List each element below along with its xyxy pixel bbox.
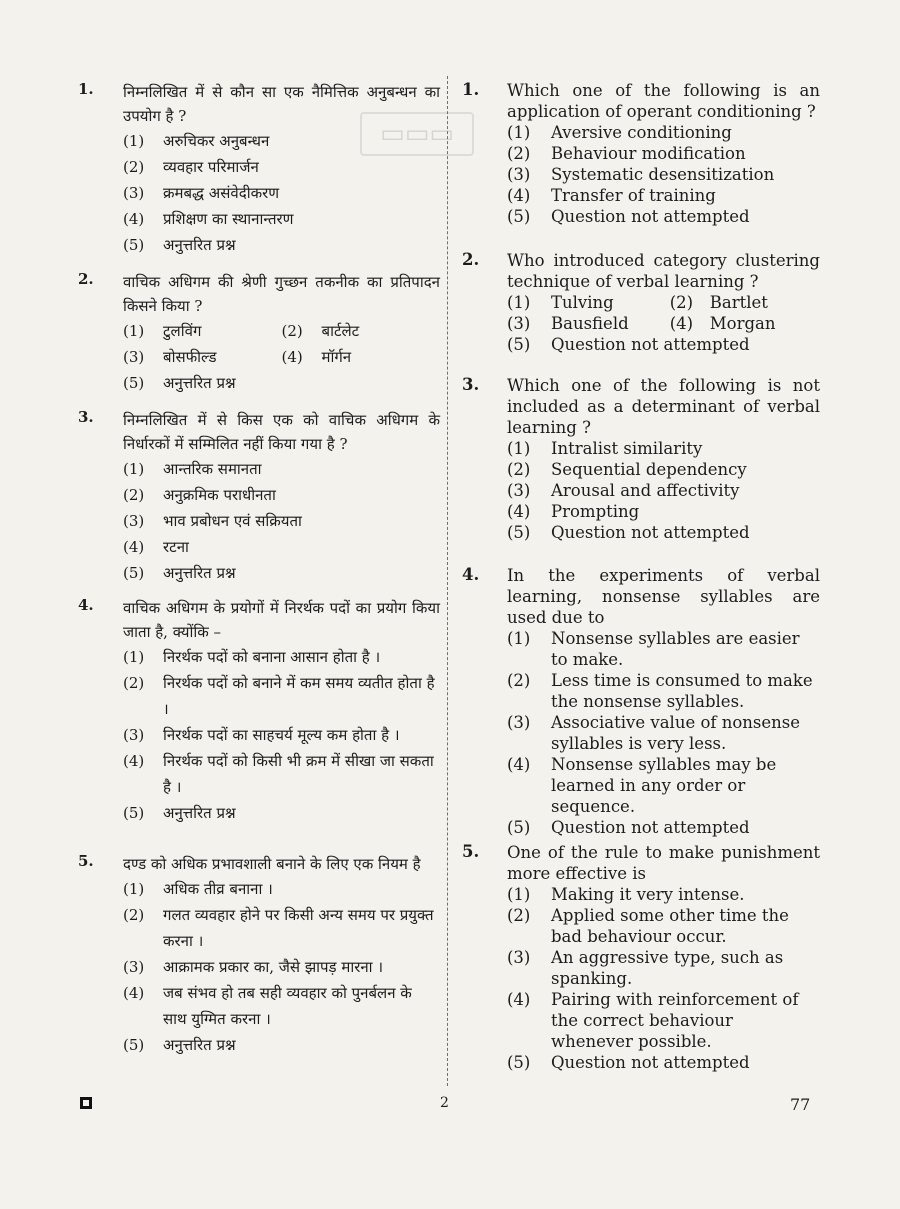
question-block <box>462 250 820 355</box>
option-text: Question not attempted <box>551 1053 750 1072</box>
option <box>507 206 820 227</box>
option-text: Prompting <box>551 502 640 521</box>
option-text: निरर्थक पदों को बनाना आसान होता है । <box>163 648 381 666</box>
option-number: (3) <box>123 512 145 530</box>
option-text: Sequential dependency <box>551 460 747 479</box>
option-text: बार्टलेट <box>321 322 360 340</box>
option-text: Applied some other time the bad behaviour occur. <box>551 906 789 946</box>
question-number: 1. <box>462 80 480 99</box>
option-text: Arousal and affectivity <box>551 481 740 500</box>
option <box>123 644 440 670</box>
question-text: निम्नलिखित में से कौन सा एक नैमित्तिक अनुबन्धन का उपयोग है ? <box>123 83 440 125</box>
option <box>670 292 820 313</box>
option-text: अनुत्तरित प्रश्न <box>163 804 236 822</box>
option <box>123 508 440 534</box>
option-number: (2) <box>281 322 303 340</box>
page-number-right: 77 <box>790 1095 811 1114</box>
option <box>282 344 441 370</box>
question-text: निम्नलिखित में से किस एक को वाचिक अधिगम के निर्धारकों में सम्मिलित नहीं किया गया है ? <box>123 411 440 453</box>
option-text: निरर्थक पदों का साहचर्य मूल्य कम होता है । <box>163 726 400 744</box>
options-list <box>123 644 440 826</box>
option <box>507 905 820 947</box>
option-number: (3) <box>507 314 531 333</box>
option-number: (5) <box>123 236 145 254</box>
option <box>123 456 440 482</box>
option-number: (5) <box>123 564 145 582</box>
option-number: (3) <box>123 958 145 976</box>
option-text: Pairing with reinforcement of the correct behaviour whenever possible. <box>551 990 799 1051</box>
option-text: Intralist similarity <box>551 439 703 458</box>
option-number: (5) <box>507 818 531 837</box>
option-number: (4) <box>123 210 145 228</box>
question-number: 4. <box>462 565 480 584</box>
option-number: (5) <box>123 804 145 822</box>
option <box>123 344 282 370</box>
faded-stamp-watermark: ▭▭▭ <box>360 112 474 156</box>
page-number-left: 2 <box>440 1095 449 1111</box>
option <box>123 482 440 508</box>
option <box>123 370 440 396</box>
option <box>123 180 440 206</box>
option-text: भाव प्रबोधन एवं सक्रियता <box>163 512 302 530</box>
option-text: रटना <box>163 538 189 556</box>
option <box>507 501 820 522</box>
option-row <box>123 318 440 344</box>
option-text: अनुत्तरित प्रश्न <box>163 374 236 392</box>
option <box>123 154 440 180</box>
option <box>507 143 820 164</box>
option <box>123 980 440 1032</box>
options-list <box>507 122 820 227</box>
option-text: Nonsense syllables are easier to make. <box>551 629 800 669</box>
option-text: Transfer of training <box>551 186 716 205</box>
option-text: निरर्थक पदों को किसी भी क्रम में सीखा जा सकता है । <box>163 752 434 796</box>
option-number: (5) <box>507 207 531 226</box>
question-block <box>78 852 440 1058</box>
option <box>123 318 282 344</box>
option-text: अरुचिकर अनुबन्धन <box>163 132 270 150</box>
option-number: (4) <box>507 186 531 205</box>
option <box>123 534 440 560</box>
option-text: अनुत्तरित प्रश्न <box>163 1036 236 1054</box>
option <box>507 712 820 754</box>
option-number: (2) <box>507 144 531 163</box>
question-text: दण्ड को अधिक प्रभावशाली बनाने के लिए एक नियम है <box>123 855 421 873</box>
option <box>123 748 440 800</box>
option <box>507 459 820 480</box>
option-row <box>507 313 820 334</box>
option-number: (2) <box>507 906 531 925</box>
option-number: (3) <box>507 713 531 732</box>
question-number: 2. <box>78 270 94 288</box>
question-number: 5. <box>78 852 94 870</box>
option <box>123 206 440 232</box>
option-number: (4) <box>123 984 145 1002</box>
option-text: Question not attempted <box>551 335 750 354</box>
question-number: 3. <box>78 408 94 426</box>
option-text: अनुक्रमिक पराधीनता <box>163 486 276 504</box>
option <box>282 318 441 344</box>
question-block <box>78 596 440 826</box>
option-text: Systematic desensitization <box>551 165 775 184</box>
option <box>507 185 820 206</box>
option <box>123 954 440 980</box>
column-divider <box>447 76 448 1086</box>
option <box>507 334 820 355</box>
option-number: (5) <box>123 1036 145 1054</box>
option-number: (2) <box>507 671 531 690</box>
option-text: व्यवहार परिमार्जन <box>163 158 259 176</box>
option-text: Bartlet <box>709 293 768 312</box>
option <box>123 128 440 154</box>
option-text: Question not attempted <box>551 818 750 837</box>
option <box>507 628 820 670</box>
option <box>507 884 820 905</box>
option-text: Associative value of nonsense syllables is very less. <box>551 713 801 753</box>
option-number: (1) <box>123 880 145 898</box>
option-number: (2) <box>123 486 145 504</box>
option <box>123 722 440 748</box>
option-text: Making it very intense. <box>551 885 745 904</box>
option <box>123 800 440 826</box>
options-list <box>123 876 440 1058</box>
option <box>507 438 820 459</box>
option-text: निरर्थक पदों को बनाने में कम समय व्यतीत होता है । <box>163 674 435 718</box>
option-text: An aggressive type, such as spanking. <box>551 948 784 988</box>
option <box>507 1052 820 1073</box>
options-list <box>123 128 440 258</box>
option-number: (5) <box>507 1053 531 1072</box>
question-text: वाचिक अधिगम की श्रेणी गुच्छन तकनीक का प्रतिपादन किसने किया ? <box>123 273 440 315</box>
option-number: (5) <box>507 523 531 542</box>
option <box>507 817 820 838</box>
option-number: (3) <box>507 165 531 184</box>
question-text: वाचिक अधिगम के प्रयोगों में निरर्थक पदों का प्रयोग किया जाता है, क्योंकि – <box>123 599 440 641</box>
question-number: 3. <box>462 375 480 394</box>
option <box>123 232 440 258</box>
option-number: (1) <box>123 132 145 150</box>
option-number: (1) <box>123 648 145 666</box>
option-number: (2) <box>123 158 145 176</box>
option-text: आन्तरिक समानता <box>163 460 262 478</box>
option <box>507 122 820 143</box>
option-number: (2) <box>669 293 694 312</box>
option <box>670 313 820 334</box>
question-block <box>462 375 820 543</box>
option <box>507 164 820 185</box>
option-text: क्रमबद्ध असंवेदीकरण <box>163 184 280 202</box>
option-number: (1) <box>507 629 531 648</box>
option-text: अनुत्तरित प्रश्न <box>163 236 236 254</box>
option-number: (1) <box>507 885 531 904</box>
option-number: (4) <box>281 348 303 366</box>
question-number: 2. <box>462 250 480 269</box>
options-list <box>123 456 440 586</box>
option <box>123 902 440 954</box>
option-text: मॉर्गन <box>321 348 352 366</box>
option <box>123 876 440 902</box>
option-number: (5) <box>507 335 531 354</box>
option-text: Question not attempted <box>551 207 750 226</box>
option <box>507 292 670 313</box>
option-number: (4) <box>507 755 531 774</box>
option-text: Behaviour modification <box>551 144 746 163</box>
option <box>507 989 820 1052</box>
option-number: (3) <box>507 481 531 500</box>
option-row <box>123 344 440 370</box>
option-number: (4) <box>669 314 694 333</box>
option <box>123 1032 440 1058</box>
question-number: 5. <box>462 842 480 861</box>
option-number: (3) <box>123 184 145 202</box>
option <box>123 670 440 722</box>
option-number: (1) <box>507 123 531 142</box>
option <box>507 480 820 501</box>
option-text: टुलविंग <box>163 322 202 340</box>
option-text: जब संभव हो तब सही व्यवहार को पुनर्बलन के साथ युग्मित करना । <box>163 984 412 1028</box>
option-text: Nonsense syllables may be learned in any order or sequence. <box>551 755 777 816</box>
option-number: (2) <box>123 674 145 692</box>
option-number: (1) <box>123 460 145 478</box>
option-number: (4) <box>123 752 145 770</box>
option <box>123 560 440 586</box>
option-number: (1) <box>507 293 531 312</box>
option-number: (3) <box>507 948 531 967</box>
question-block <box>78 270 440 396</box>
question-block <box>78 408 440 586</box>
option-text: अनुत्तरित प्रश्न <box>163 564 236 582</box>
option-text: गलत व्यवहार होने पर किसी अन्य समय पर प्रयुक्त करना । <box>163 906 434 950</box>
option-text: अधिक तीव्र बनाना । <box>163 880 273 898</box>
question-text: In the experiments of verbal learning, nonsense syllables are used due to <box>507 566 820 627</box>
option-number: (1) <box>123 322 145 340</box>
option <box>507 754 820 817</box>
option-text: बोसफील्ड <box>163 348 217 366</box>
question-block <box>462 842 820 1073</box>
question-block <box>462 565 820 838</box>
option-text: Tulving <box>551 293 614 312</box>
option <box>507 313 670 334</box>
option <box>507 670 820 712</box>
option-text: प्रशिक्षण का स्थानान्तरण <box>163 210 294 228</box>
option-number: (3) <box>123 348 145 366</box>
options-list <box>507 438 820 543</box>
option <box>507 947 820 989</box>
option-text: Bausfield <box>551 314 629 333</box>
option-text: Morgan <box>709 314 776 333</box>
question-text: Who introduced category clustering technique of verbal learning ? <box>507 251 820 291</box>
question-block <box>462 80 820 227</box>
footer-square-marker-icon <box>80 1097 92 1109</box>
option-text: Question not attempted <box>551 523 750 542</box>
option-text: Aversive conditioning <box>551 123 732 142</box>
option-number: (4) <box>507 502 531 521</box>
option-text: Less time is consumed to make the nonsense syllables. <box>551 671 813 711</box>
options-list <box>507 292 820 355</box>
option <box>507 522 820 543</box>
question-number: 1. <box>78 80 94 98</box>
options-list <box>507 884 820 1073</box>
question-text: Which one of the following is not included as a determinant of verbal learning ? <box>507 376 820 437</box>
option-number: (1) <box>507 439 531 458</box>
question-text: Which one of the following is an application of operant conditioning ? <box>507 81 820 121</box>
options-list <box>123 318 440 396</box>
option-number: (2) <box>507 460 531 479</box>
question-number: 4. <box>78 596 94 614</box>
option-number: (2) <box>123 906 145 924</box>
question-text: One of the rule to make punishment more effective is <box>507 843 820 883</box>
option-number: (4) <box>507 990 531 1009</box>
option-number: (5) <box>123 374 145 392</box>
option-number: (3) <box>123 726 145 744</box>
option-text: आक्रामक प्रकार का, जैसे झापड़ मारना । <box>163 958 384 976</box>
option-number: (4) <box>123 538 145 556</box>
question-block <box>78 80 440 258</box>
options-list <box>507 628 820 838</box>
option-row <box>507 292 820 313</box>
